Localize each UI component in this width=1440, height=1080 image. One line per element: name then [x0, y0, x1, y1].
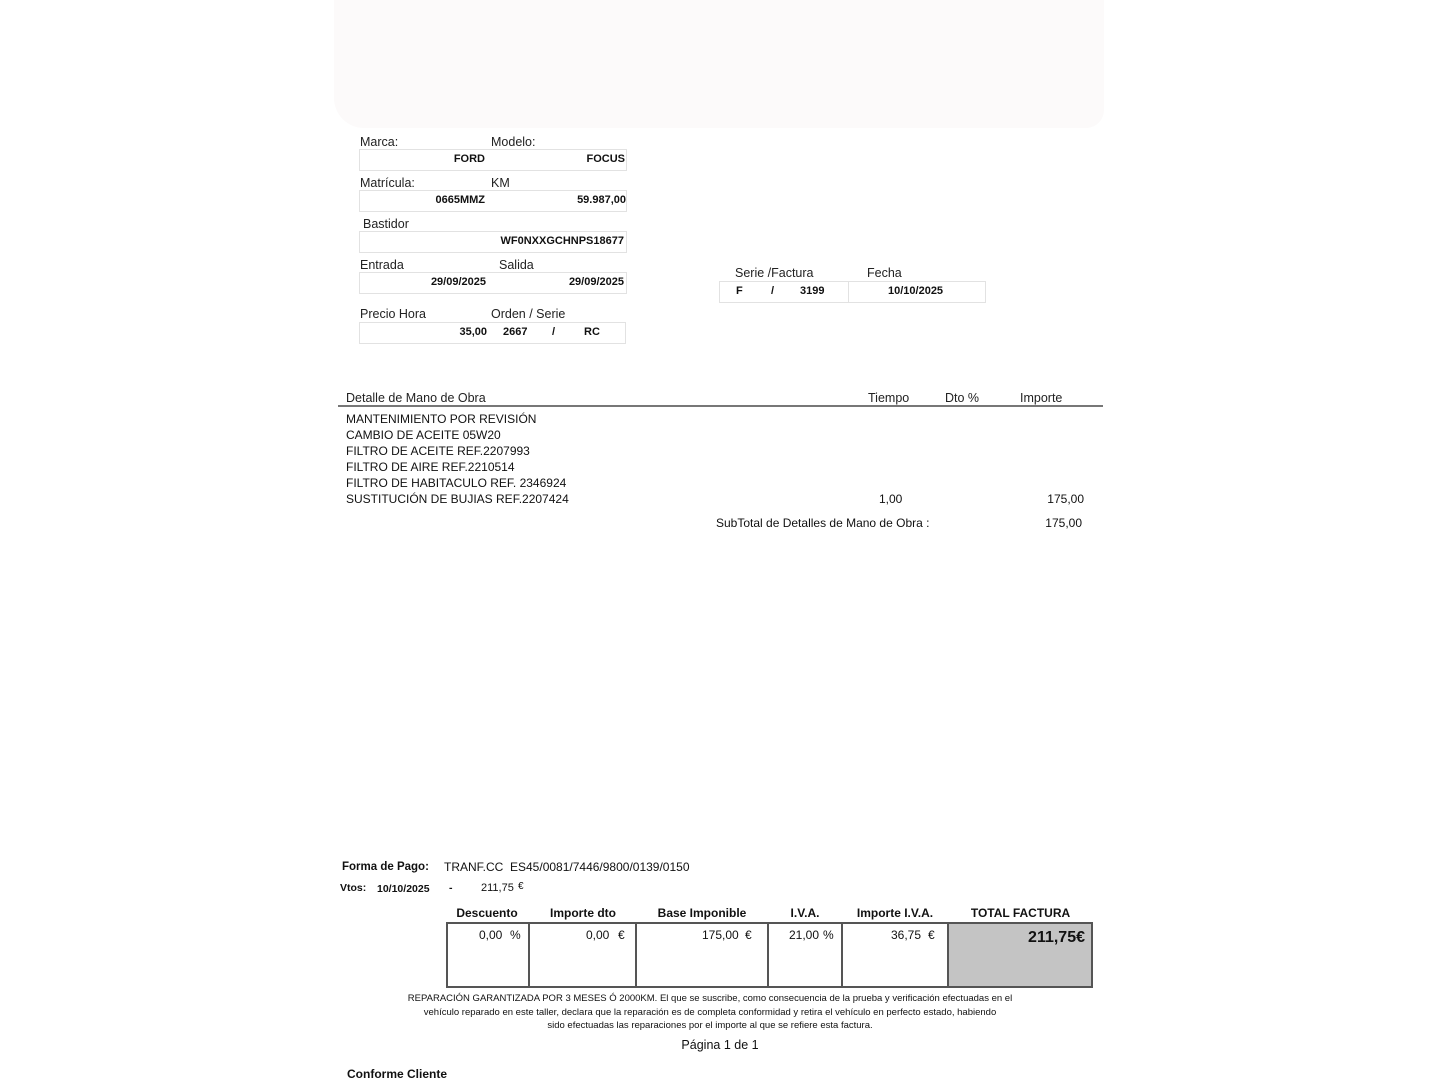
factura-number: 3199: [800, 285, 825, 297]
importe-iva-cell: [843, 924, 949, 986]
forma-pago-value: TRANF.CC ES45/0081/7446/9800/0139/0150: [444, 860, 690, 874]
importe-iva-value: 36,75: [891, 928, 922, 942]
iva-unit: %: [823, 928, 834, 942]
serie-fecha-box: [719, 281, 986, 303]
importe-dto-cell: [530, 924, 637, 986]
totals-header-descuento: Descuento: [456, 906, 518, 920]
precio-hora-label: Precio Hora: [360, 307, 426, 321]
serie-separator: /: [771, 285, 775, 297]
importe-iva-unit: €: [928, 928, 935, 942]
total-factura-value: 211,75€: [1028, 929, 1085, 946]
vtos-label: Vtos:: [340, 882, 367, 894]
salida-label: Salida: [499, 258, 534, 272]
labor-importe-value: 175,00: [1047, 492, 1084, 506]
orden-separator: /: [552, 326, 556, 338]
totals-header-base-imponible: Base Imponible: [657, 906, 747, 920]
vtos-fecha: 10/10/2025: [377, 883, 430, 895]
descuento-cell: [448, 924, 530, 986]
warranty-text: [390, 992, 1030, 1033]
labor-dto-header: Dto %: [945, 391, 980, 405]
modelo-value: FOCUS: [586, 153, 625, 165]
totals-header-importe-iva: Importe I.V.A.: [856, 906, 934, 920]
orden-label: Orden / Serie: [491, 307, 566, 321]
forma-pago-label: Forma de Pago:: [342, 861, 429, 873]
orden-value: 2667: [503, 326, 528, 338]
fecha-value: 10/10/2025: [888, 285, 944, 297]
salida-value: 29/09/2025: [568, 276, 624, 288]
labor-tiempo-header: Tiempo: [868, 391, 910, 405]
labor-importe-header: Importe: [1020, 391, 1063, 405]
labor-line: FILTRO DE ACEITE REF.2207993: [346, 444, 530, 458]
marca-value: FORD: [453, 153, 485, 165]
conforme-cliente-label: Conforme Cliente: [347, 1067, 448, 1080]
redacted-header: [334, 0, 1104, 128]
fecha-label: Fecha: [867, 266, 902, 280]
iva-value: 21,00: [789, 928, 820, 942]
labor-line: FILTRO DE AIRE REF.2210514: [346, 460, 515, 474]
descuento-value: 0,00: [479, 928, 503, 942]
labor-line: CAMBIO DE ACEITE 05W20: [346, 428, 501, 442]
orden-serie-value: RC: [584, 326, 600, 338]
labor-tiempo-value: 1,00: [879, 492, 903, 506]
serie-value: F: [736, 285, 743, 297]
warranty-line: REPARACIÓN GARANTIZADA POR 3 MESES Ó 2000KM. El que se suscribe, como consecuencia de la prueba y verificación efectuadas en el: [407, 993, 1013, 1004]
page-number: Página 1 de 1: [681, 1038, 759, 1052]
entrada-label: Entrada: [360, 258, 404, 272]
base-imponible-unit: €: [745, 928, 752, 942]
labor-header-rule: [338, 405, 1103, 407]
descuento-unit: %: [510, 928, 521, 942]
matricula-value: 0665MMZ: [435, 194, 485, 206]
matricula-label: Matrícula:: [360, 176, 415, 190]
warranty-line: sido efectuadas las reparaciones por el importe al que se refiere esta factura.: [547, 1020, 873, 1031]
km-label: KM: [491, 176, 510, 190]
labor-line: MANTENIMIENTO POR REVISIÓN: [346, 412, 537, 426]
total-factura-cell: [949, 924, 1091, 986]
precio-hora-value: 35,00: [459, 326, 487, 338]
importe-dto-value: 0,00: [586, 928, 610, 942]
importe-dto-unit: €: [618, 928, 625, 942]
serie-factura-label: Serie /Factura: [735, 266, 814, 280]
labor-line: SUSTITUCIÓN DE BUJIAS REF.2207424: [346, 492, 569, 506]
vtos-currency: €: [518, 881, 524, 892]
labor-subtotal-value: 175,00: [1045, 516, 1082, 530]
km-value: 59.987,00: [577, 194, 626, 206]
entrada-value: 29/09/2025: [430, 276, 486, 288]
vtos-importe: 211,75: [481, 882, 514, 894]
labor-subtotal-label: SubTotal de Detalles de Mano de Obra :: [716, 516, 930, 530]
warranty-line: vehículo reparado en este taller, declara que la reparación es de completa conformidad y retira el vehículo en perfecto estado, habiendo: [423, 1006, 997, 1018]
bastidor-label: Bastidor: [363, 217, 409, 231]
base-imponible-cell: [637, 924, 769, 986]
bastidor-value: WF0NXXGCHNPS18677: [500, 235, 624, 247]
iva-cell: [769, 924, 843, 986]
base-imponible-value: 175,00: [702, 928, 739, 942]
marca-label: Marca:: [360, 135, 399, 149]
totals-header-iva: I.V.A.: [790, 906, 820, 920]
totals-header-importe-dto: Importe dto: [550, 906, 616, 920]
labor-detalle-header: Detalle de Mano de Obra: [346, 391, 486, 405]
totals-header-total-factura: TOTAL FACTURA: [970, 906, 1071, 920]
modelo-label: Modelo:: [491, 135, 536, 149]
labor-line: FILTRO DE HABITACULO REF. 2346924: [346, 476, 567, 490]
totals-table: [446, 922, 1093, 988]
serie-fecha-divider: [848, 281, 849, 303]
vtos-separator: -: [449, 882, 453, 894]
